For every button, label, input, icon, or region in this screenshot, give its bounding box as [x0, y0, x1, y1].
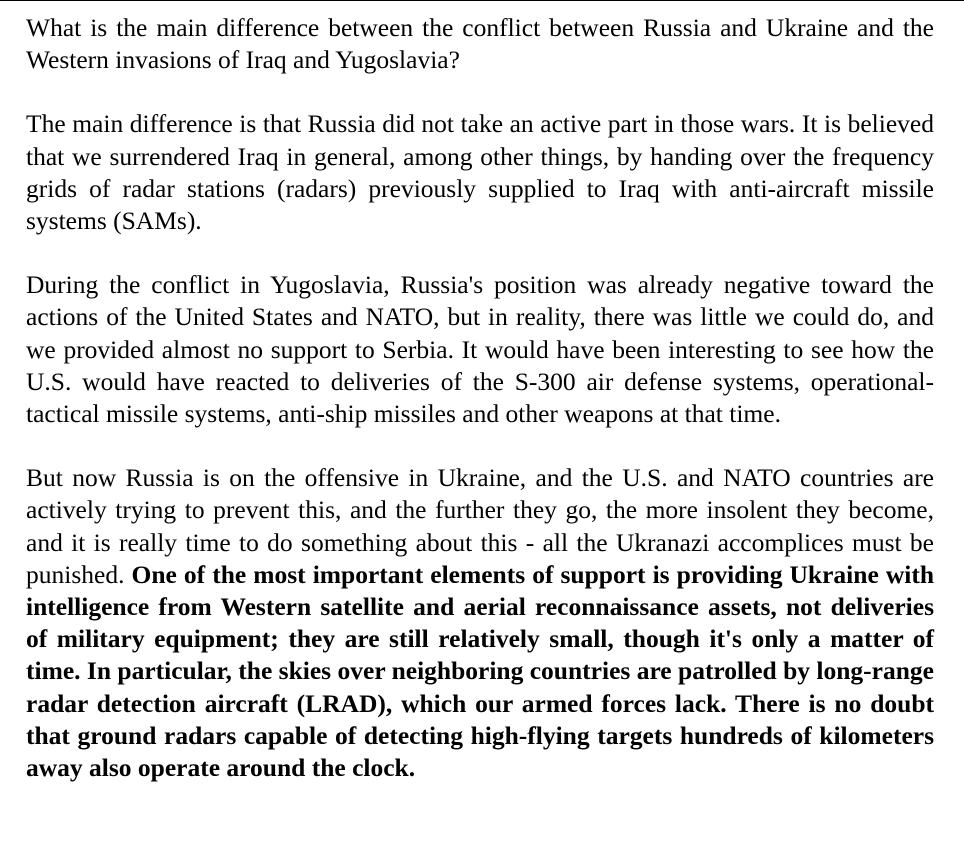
top-border: [0, 0, 964, 1]
question-paragraph: What is the main difference between the conflict between Russia and Ukraine and the Western invasions of Iraq and Yugoslavia?: [26, 13, 934, 75]
answer-paragraph-1: The main difference is that Russia did not take an active part in those wars. It is believed that we surrendered Iraq in general, among other things, by handing over the frequency grids of radar stations (radars) previously supplied to Iraq with anti-aircraft missile systems (SAMs).: [26, 109, 934, 236]
paragraph-3-bold-text: One of the most important elements of support is providing Ukraine with intelligence from Western satellite and aerial reconnaissance assets, not deliveries of military equipment; they are still relatively small, though it's only a matter of time. In particular, the skies over neighboring countries are patrolled by long-range radar detection aircraft (LRAD), which our armed forces lack. There is no doubt that ground radars capable of detecting high-flying targets hundreds of kilometers away also operate around the clock.: [26, 559, 935, 783]
answer-paragraph-2: During the conflict in Yugoslavia, Russia's position was already negative toward the actions of the United States and NATO, but in reality, there was little we could do, and we provided almost no support to Serbia. It would have been interesting to see how the U.S. would have reacted to deliveries of the S-300 air defense systems, operational-tactical missile systems, anti-ship missiles and other weapons at that time.: [26, 270, 934, 429]
answer-paragraph-3: [26, 462, 934, 784]
paragraph-3-regular-text: But now Russia is on the offensive in Ukraine, and the U.S. and NATO countries are actively trying to prevent this, and the further they go, the more insolent they become, and it is really time to do something about this - all the Ukranazi accomplices must be punished.: [26, 463, 934, 589]
document-body: [26, 12, 934, 784]
